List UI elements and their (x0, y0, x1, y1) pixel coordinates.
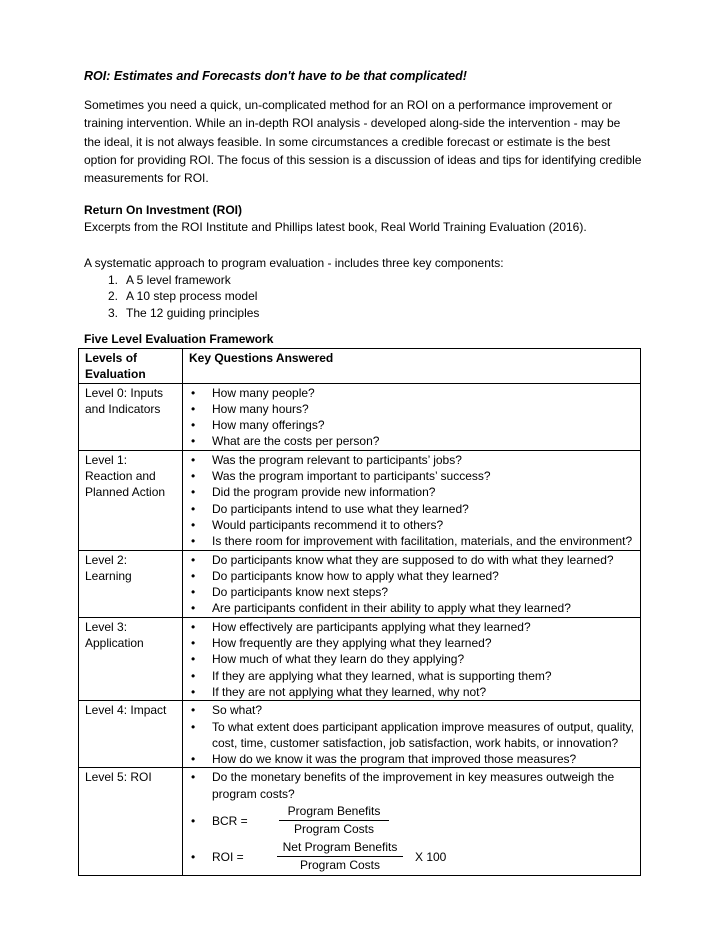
question-item: • How many offerings? (189, 417, 635, 433)
question-item: • How many people? (189, 385, 635, 401)
list-number: 2. (107, 289, 118, 304)
components-list (84, 272, 259, 321)
excerpt-text: Excerpts from the ROI Institute and Phillips latest book, Real World Training Evaluation (2016). (84, 220, 587, 234)
table-row (79, 768, 641, 876)
bcr-numerator: Program Benefits (279, 803, 389, 821)
question-item: • Would participants recommend it to others? (189, 517, 635, 533)
header-questions: Key Questions Answered (183, 349, 641, 384)
list-item-text: A 10 step process model (126, 289, 258, 304)
roi-numerator: Net Program Benefits (277, 839, 403, 857)
question-item: • If they are not applying what they learned, why not? (189, 684, 635, 700)
question-item: • Was the program important to participants’ success? (189, 468, 635, 484)
intro-line: measurements for ROI. (84, 171, 209, 186)
bcr-formula (189, 803, 635, 839)
questions-cell (183, 550, 641, 617)
bcr-fraction (279, 803, 389, 837)
question-item: • To what extent does participant application improve measures of output, quality, cost, time, customer satisfaction, job satisfaction, work habits, or innovation? (189, 719, 635, 752)
questions-cell (183, 701, 641, 768)
roi-fraction (277, 839, 403, 873)
question-item: • Is there room for improvement with facilitation, materials, and the environment? (189, 533, 635, 549)
intro-line: training intervention. While an in-depth ROI analysis - developed along-side the intervention - may be (84, 116, 621, 131)
list-number: 1. (107, 273, 118, 287)
table-row (79, 450, 641, 550)
question-item: • So what? (189, 702, 635, 718)
level-cell: Level 0: Inputs and Indicators (79, 383, 183, 450)
level-cell: Level 2: Learning (79, 550, 183, 617)
table-row (79, 383, 641, 450)
table-row (79, 701, 641, 768)
level-cell: Level 1: Reaction and Planned Action (79, 450, 183, 550)
questions-cell (183, 768, 641, 876)
list-item (84, 305, 259, 321)
question-item: • Do participants know how to apply what they learned? (189, 568, 635, 584)
questions-cell (183, 617, 641, 700)
question-item: • How do we know it was the program that improved those measures? (189, 751, 635, 767)
question-item: • Do participants know next steps? (189, 584, 635, 600)
table-row (79, 617, 641, 700)
question-item: • What are the costs per person? (189, 433, 635, 449)
framework-heading: Five Level Evaluation Framework (84, 332, 274, 346)
intro-paragraph (84, 96, 642, 187)
roi-multiplier: X 100 (415, 850, 447, 865)
table-row (79, 550, 641, 617)
question-item: • How frequently are they applying what they learned? (189, 635, 635, 651)
level-cell: Level 5: ROI (79, 768, 183, 876)
list-item-text: The 12 guiding principles (126, 305, 260, 320)
questions-cell (183, 383, 641, 450)
question-list (189, 619, 635, 700)
question-item: • How many hours? (189, 401, 635, 417)
header-levels: Levels of Evaluation (79, 349, 183, 384)
bcr-label: • BCR = (212, 814, 248, 829)
roi-heading: Return On Investment (ROI) (84, 203, 243, 217)
question-item: • If they are applying what they learned, what is supporting them? (189, 668, 635, 684)
question-item: • Do the monetary benefits of the improvement in key measures outweigh the program costs? (189, 769, 635, 802)
question-list (189, 769, 635, 802)
page-title: ROI: Estimates and Forecasts don't have to be that complicated! (84, 69, 467, 83)
question-list (189, 702, 635, 767)
list-number: 3. (107, 305, 118, 320)
table-header-row (79, 349, 641, 384)
questions-cell (183, 450, 641, 550)
intro-line: Sometimes you need a quick, un-complicated method for an ROI on a performance improvement or (84, 98, 613, 112)
roi-denominator: Program Costs (299, 858, 381, 873)
roi-label: • ROI = (212, 850, 244, 865)
question-item: • Do participants intend to use what they learned? (189, 501, 635, 517)
level-cell: Level 3: Application (79, 617, 183, 700)
question-item: • How much of what they learn do they applying? (189, 651, 635, 667)
roi-formula (189, 839, 635, 875)
list-item (84, 272, 259, 288)
question-item: • Did the program provide new information? (189, 484, 635, 500)
approach-text: A systematic approach to program evaluation - includes three key components: (84, 256, 504, 270)
question-list (189, 385, 635, 450)
list-item (84, 288, 259, 304)
intro-line: the ideal, it is not always feasible. In some circumstances a credible forecast or estimate is the best (84, 134, 611, 149)
evaluation-framework-table (78, 348, 641, 876)
question-item: • Was the program relevant to participants’ jobs? (189, 452, 635, 468)
question-list (189, 452, 635, 550)
question-item: • Do participants know what they are supposed to do with what they learned? (189, 552, 635, 568)
level-cell: Level 4: Impact (79, 701, 183, 768)
question-list (189, 552, 635, 617)
list-item-text: A 5 level framework (126, 273, 231, 287)
bcr-denominator: Program Costs (293, 822, 375, 837)
question-item: • How effectively are participants applying what they learned? (189, 619, 635, 635)
question-item: • Are participants confident in their ability to apply what they learned? (189, 600, 635, 616)
intro-line: option for providing ROI. The focus of this session is a discussion of ideas and tips for identifying credible (84, 152, 642, 167)
